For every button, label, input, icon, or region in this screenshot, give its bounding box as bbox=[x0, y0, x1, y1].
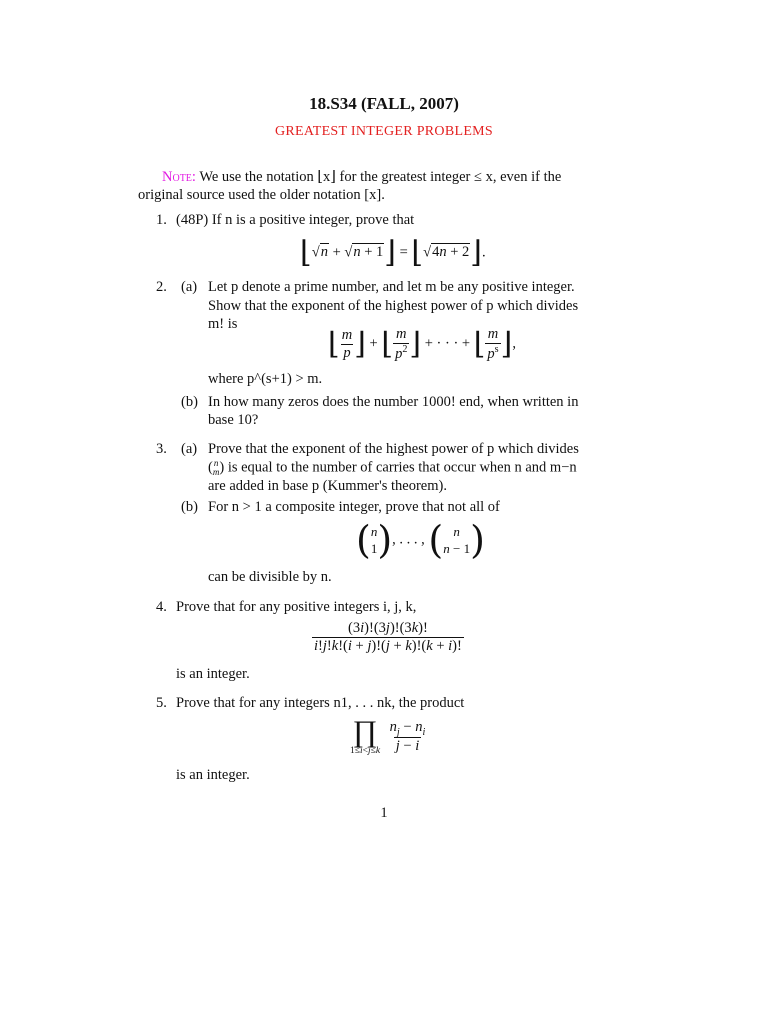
problem-2b-label: (b) bbox=[181, 394, 198, 410]
problem-3a-line-2: ( n m ) is equal to the number of carries that occur when n and m−n bbox=[208, 458, 577, 477]
problem-5-number: 5. bbox=[156, 695, 167, 711]
problem-4-lead: Prove that for any positive integers i, j, k, bbox=[176, 599, 417, 615]
note-line-1 bbox=[162, 169, 561, 186]
problem-3a-line-2-text: is equal to the number of carries that occur when n and m−n bbox=[227, 459, 577, 476]
problem-2b-line-1: In how many zeros does the number 1000! end, when written in bbox=[208, 394, 579, 410]
problem-5-after: is an integer. bbox=[176, 767, 250, 783]
problem-4-formula: $\frac{(3i)!(3j)!(3k)!}{i!j!k!(i + j)!(j + k)!(k + i)!}$ bbox=[314, 620, 462, 654]
problem-5-formula: ∏ 1≤i<j≤k $\frac{n_j - n_i}{j - i}$ bbox=[350, 715, 426, 756]
problem-2a-line-1: Let p denote a prime number, and let m be any positive integer. bbox=[208, 279, 575, 295]
problem-2b-line-2: base 10? bbox=[208, 412, 259, 428]
problem-3a-line-1: Prove that the exponent of the highest power of p which divides bbox=[208, 441, 579, 457]
problem-3b-after: can be divisible by n. bbox=[208, 569, 332, 585]
problem-1-lead: (48P) If n is a positive integer, prove that bbox=[176, 212, 415, 228]
problem-2-number: 2. bbox=[156, 279, 167, 295]
problem-4-number: 4. bbox=[156, 599, 167, 615]
problem-2a-line-2: Show that the exponent of the highest power of p which divides bbox=[208, 298, 579, 314]
page-number: 1 bbox=[380, 805, 388, 821]
problem-3-number: 3. bbox=[156, 441, 167, 457]
problem-3b-formula: ( n 1 ), . . . , ( n n − 1 ) bbox=[356, 518, 485, 562]
problem-2a-line-3: m! is bbox=[208, 316, 238, 332]
problem-5-lead: Prove that for any integers n1, . . . nk, the product bbox=[176, 695, 465, 711]
note-line-2: original source used the older notation [x]. bbox=[138, 187, 385, 203]
problem-2a-after: where p^(s+1) > m. bbox=[208, 371, 323, 387]
problem-1-number: 1. bbox=[156, 212, 167, 228]
problem-3a-line-3: are added in base p (Kummer's theorem). bbox=[208, 478, 447, 494]
problem-3a-label: (a) bbox=[181, 441, 198, 457]
note-text-1: We use the notation ⌊x⌋ for the greatest integer ≤ x, even if the bbox=[199, 169, 562, 185]
problem-3b-label: (b) bbox=[181, 499, 198, 515]
problem-2a-formula: ⌊ $\frac{m}{p}$ ⌋ + ⌊ $\frac{m}{p^2}$ ⌋ + · · · + ⌊ $\frac{m}{p^s}$ ⌋, bbox=[328, 326, 516, 362]
page-subtitle: GREATEST INTEGER PROBLEMS bbox=[274, 124, 494, 139]
problem-3b-line-1: For n > 1 a composite integer, prove that not all of bbox=[208, 499, 500, 515]
problem-1-formula: ⌊√n + √n + 1⌋ = ⌊√4n + 2⌋. bbox=[300, 235, 486, 270]
problem-2a-label: (a) bbox=[181, 279, 198, 295]
note-label: Note: bbox=[162, 169, 196, 185]
page-title: 18.S34 (FALL, 2007) bbox=[309, 94, 459, 113]
problem-4-after: is an integer. bbox=[176, 666, 250, 682]
